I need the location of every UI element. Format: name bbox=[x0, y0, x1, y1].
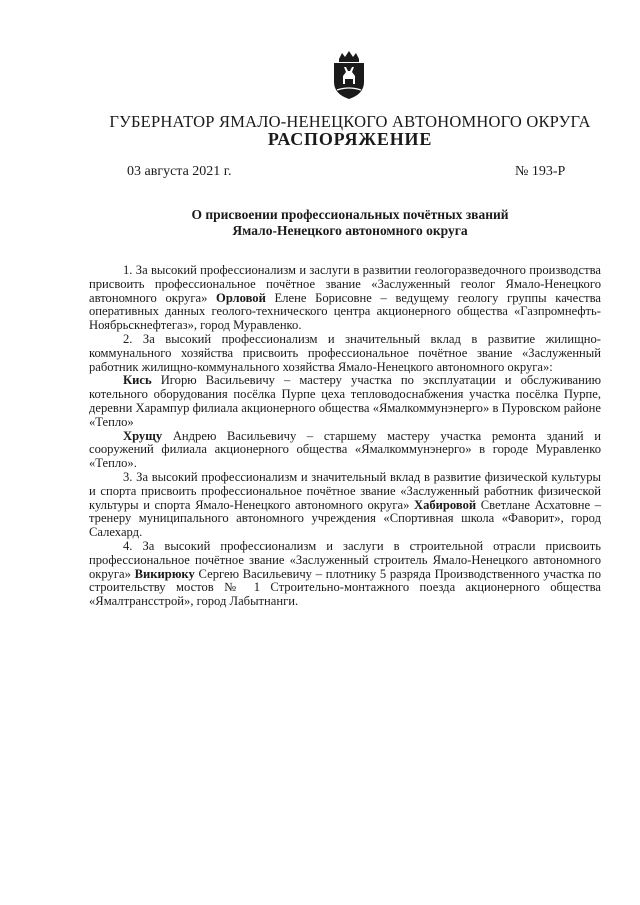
paragraph-2: 2. За высокий профессионализм и значительный вклад в развитие жилищно-коммунального хозяйства присвоить профессиональное почётное звание «Заслуженный работник жилищно-коммунального хозяйства Ямало-Ненецкого автономного округа»: bbox=[89, 331, 601, 374]
authority-title: ГУБЕРНАТОР ЯМАЛО-НЕНЕЦКОГО АВТОНОМНОГО ОКРУГА bbox=[109, 112, 591, 131]
paragraph-1: 1. За высокий профессионализм и заслуги в развитии геологоразведочного производства присвоить профессиональное почётное звание «Заслуженный геолог Ямало-Ненецкого автономного округа» Орловой Елене Борисовне – ведущему геологу группы качества оперативных данных геолого-технического центра акционерного общества «Газпромнефть-Ноябрьскнефтегаз», город Муравленко. bbox=[89, 263, 602, 333]
awardee-name: Кись bbox=[123, 373, 152, 388]
awardee-name: Орловой bbox=[216, 290, 266, 305]
paragraph-2b: Хрущу Андрею Васильевичу – старшему мастеру участка ремонта зданий и сооружений филиала акционерного общества «Ямалкоммунэнерго» в городе Муравленко «Тепло». bbox=[89, 428, 601, 471]
document-subject bbox=[100, 207, 600, 239]
paragraph-4: 4. За высокий профессионализм и заслуги в строительной отрасли присвоить профессиональное почётное звание «Заслуженный строитель Ямало-Ненецкого автономного округа» Викирюку Сергею Васильевичу – плотнику 5 разряда Производственного участка по строительству мостов № 1 Строительно-монтажного поезда акционерного общества «Ямалтрансстрой», город Лабытнанги. bbox=[89, 538, 601, 609]
document-number: № 193-Р bbox=[515, 164, 566, 179]
document-date: 03 августа 2021 г. bbox=[127, 164, 232, 179]
paragraph-3: 3. За высокий профессионализм и значительный вклад в развитие физической культуры и спорта присвоить профессиональное почётное звание «Заслуженный работник физической культуры и спорта Ямало-Ненецкого автономного округа» Хабировой Светлане Асхатовне – тренеру муниципального автономного учреждения «Спортивная школа «Фаворит», город Салехард. bbox=[89, 469, 601, 540]
document-body bbox=[89, 264, 601, 609]
awardee-name: Хрущу bbox=[123, 428, 163, 443]
awardee-name: Хабировой bbox=[413, 497, 477, 512]
subject-line-2: Ямало-Ненецкого автономного округа bbox=[232, 223, 468, 238]
document-type-title: РАСПОРЯЖЕНИЕ bbox=[267, 129, 433, 149]
subject-line-1: О присвоении профессиональных почётных званий bbox=[191, 207, 509, 222]
coat-of-arms-icon bbox=[330, 50, 368, 100]
awardee-name: Викирюку bbox=[134, 566, 195, 581]
paragraph-2a: Кись Игорю Васильевичу – мастеру участка по эксплуатации и обслуживанию котельного оборудования посёлка Пурпе цеха тепловодоснабжения участка посёлка Пурпе, деревни Харампур филиала акционерного общества «Ямалкоммунэнерго» в Пуровском районе «Тепло» bbox=[89, 373, 601, 429]
